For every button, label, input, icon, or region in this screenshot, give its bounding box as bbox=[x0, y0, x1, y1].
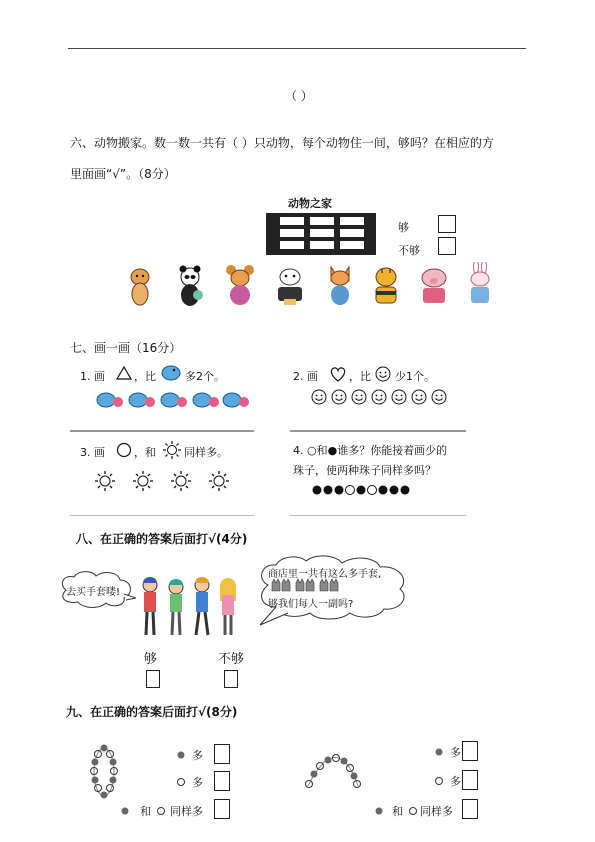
filled-bead-icon bbox=[374, 806, 384, 816]
animals-row bbox=[118, 262, 498, 308]
gloves-row bbox=[270, 577, 360, 593]
section7-title: 七、画一画（16分） bbox=[70, 341, 182, 355]
dog-icon bbox=[131, 269, 149, 305]
question7-4 bbox=[293, 440, 473, 500]
question7-1 bbox=[80, 364, 260, 414]
section8-title: 八、在正确的答案后面打√(4分) bbox=[76, 532, 248, 546]
bead-arc-right bbox=[304, 752, 364, 792]
filled-bead-icon bbox=[176, 750, 186, 760]
house-label: 动物之家 bbox=[288, 197, 332, 210]
mouse-icon bbox=[226, 265, 254, 305]
child-2 bbox=[169, 579, 183, 635]
right-option-2-checkbox[interactable] bbox=[462, 770, 478, 790]
section6-line2: 里面画“√”。（8分） bbox=[70, 167, 176, 181]
tiger-icon bbox=[376, 268, 396, 303]
beads-row bbox=[311, 484, 421, 496]
q3-compare: ，和 bbox=[134, 446, 156, 459]
right-option-1-label: 多 bbox=[450, 746, 461, 759]
q2-compare: ，比 bbox=[349, 370, 371, 383]
circle-icon bbox=[116, 442, 132, 458]
q7-bottom-right bbox=[290, 515, 466, 516]
left-bubble-text: 去买手套喽! bbox=[66, 587, 121, 598]
panda-icon bbox=[180, 266, 204, 307]
smiley-icon bbox=[375, 366, 391, 382]
enough-checkbox-8[interactable] bbox=[146, 670, 160, 688]
cat-icon bbox=[331, 267, 349, 305]
q7-divider-right bbox=[290, 430, 466, 432]
sun-row bbox=[94, 470, 244, 494]
not-enough-label-8: 不够 bbox=[218, 652, 245, 667]
not-enough-label-6: 不够 bbox=[398, 244, 420, 257]
cow-icon bbox=[278, 269, 302, 305]
sun-icon bbox=[162, 440, 182, 460]
hollow-bead-icon bbox=[408, 806, 418, 816]
child-3 bbox=[195, 577, 209, 635]
left-option-1-checkbox[interactable] bbox=[214, 744, 230, 764]
left-option-2-checkbox[interactable] bbox=[214, 771, 230, 791]
left-option-1-label: 多 bbox=[192, 749, 203, 762]
top-rule bbox=[68, 48, 526, 49]
q2-suffix: 少1个。 bbox=[395, 370, 435, 383]
hollow-bead-icon bbox=[156, 806, 166, 816]
left-option-3-checkbox[interactable] bbox=[214, 799, 230, 819]
question7-2 bbox=[293, 364, 463, 414]
left-option-4-label: 同样多 bbox=[170, 805, 203, 818]
q4-line1: 4. ○和●谁多？你能接着画少的 bbox=[293, 444, 448, 457]
q2-prefix: 2. 画 bbox=[293, 370, 318, 383]
enough-label-8: 够 bbox=[144, 652, 158, 667]
not-enough-checkbox-6[interactable] bbox=[438, 237, 456, 255]
section9-title: 九、在正确的答案后面打√(8分) bbox=[66, 705, 238, 719]
q4-line2: 珠子，使两种珠子同样多吗？ bbox=[293, 464, 436, 477]
section6-line1: 六、动物搬家。数一数一共有（ ）只动物，每个动物住一间，够吗？在相应的方 bbox=[70, 136, 494, 150]
q7-divider-left bbox=[70, 430, 254, 432]
child-1 bbox=[143, 577, 157, 635]
q3-prefix: 3. 画 bbox=[80, 446, 105, 459]
right-bubble-text-1: 商店里一共有这么多手套, bbox=[268, 569, 382, 580]
right-option-3-label: 和 bbox=[392, 805, 403, 818]
not-enough-checkbox-8[interactable] bbox=[224, 670, 238, 688]
child-4 bbox=[220, 578, 236, 635]
left-option-2-label: 多 bbox=[192, 776, 203, 789]
right-option-3-checkbox[interactable] bbox=[462, 799, 478, 819]
question7-3 bbox=[80, 440, 260, 500]
animal-house bbox=[266, 195, 376, 257]
right-bubble-text-2: 够我们每人一副吗? bbox=[268, 599, 354, 610]
bead-loop-left bbox=[86, 744, 126, 804]
heart-icon bbox=[329, 366, 347, 382]
q1-suffix: 多2个。 bbox=[185, 370, 225, 383]
left-option-3-label: 和 bbox=[140, 805, 151, 818]
enough-checkbox-6[interactable] bbox=[438, 215, 456, 233]
right-option-2-label: 多 bbox=[450, 775, 461, 788]
right-option-1-checkbox[interactable] bbox=[462, 741, 478, 761]
rabbit-icon bbox=[471, 262, 489, 303]
pig-icon bbox=[422, 269, 446, 303]
q7-bottom-left bbox=[70, 515, 254, 516]
hollow-bead-icon bbox=[434, 776, 444, 786]
children-illustration bbox=[138, 575, 242, 639]
enough-label-6: 够 bbox=[398, 221, 409, 234]
bird-icon bbox=[160, 362, 182, 382]
q1-prefix: 1. 画 bbox=[80, 370, 105, 383]
smiley-row bbox=[311, 388, 461, 406]
filled-bead-icon bbox=[434, 747, 444, 757]
top-blank-parentheses: （ ） bbox=[285, 89, 313, 103]
triangle-icon bbox=[116, 366, 132, 380]
filled-bead-icon bbox=[120, 806, 130, 816]
q1-compare: ，比 bbox=[134, 370, 156, 383]
q3-suffix: 同样多。 bbox=[184, 446, 228, 459]
bird-row bbox=[94, 386, 254, 412]
right-option-4-label: 同样多 bbox=[420, 805, 453, 818]
hollow-bead-icon bbox=[176, 777, 186, 787]
